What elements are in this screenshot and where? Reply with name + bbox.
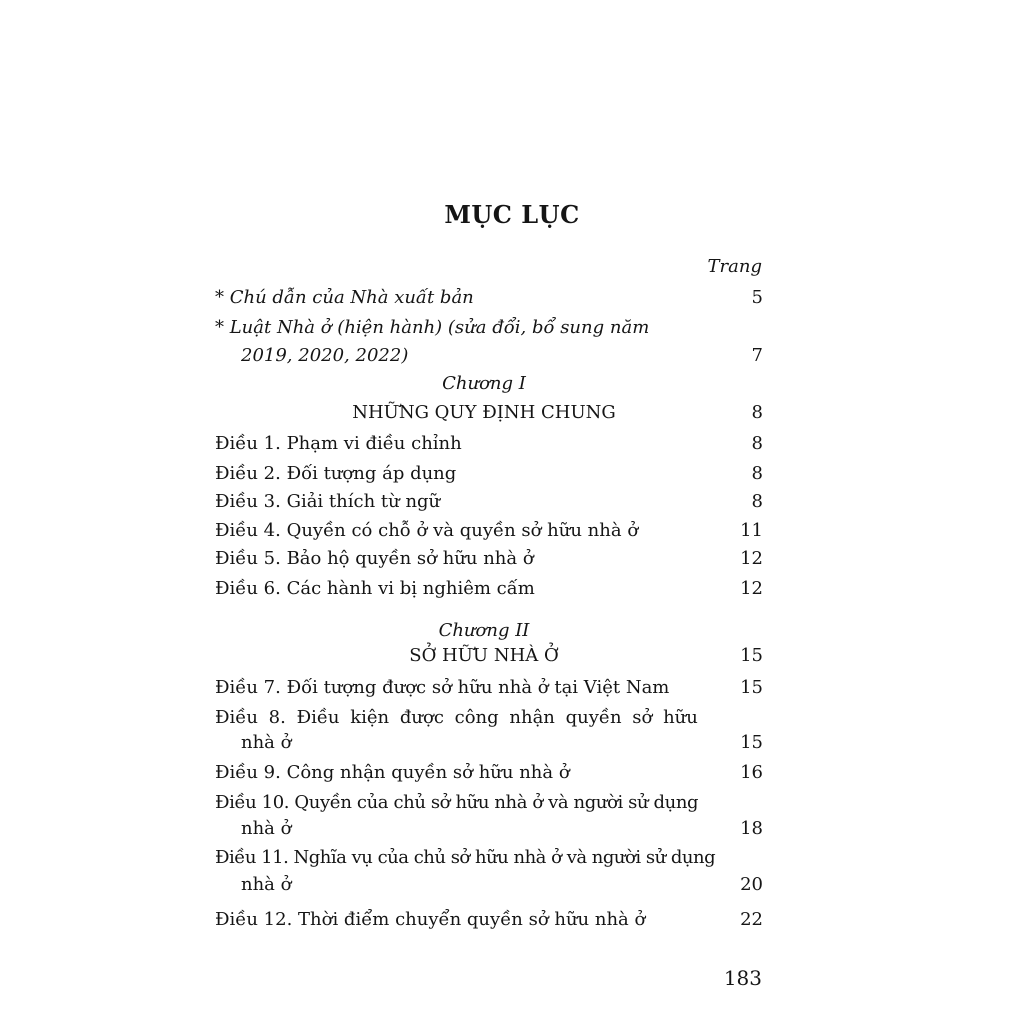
toc-entry-text: Điều 10. Quyền của chủ sở hữu nhà ở và người sử dụng — [215, 792, 699, 813]
toc-entry — [215, 845, 763, 871]
toc-entry — [215, 315, 763, 341]
toc-entry-page: 15 — [740, 732, 763, 753]
toc-entry-page: 18 — [740, 818, 763, 839]
toc-entry — [215, 705, 763, 731]
chapter-heading-text: SỞ HỮU NHÀ Ở — [409, 645, 559, 666]
toc-entry — [215, 790, 763, 816]
toc-entry-text: nhà ở — [241, 874, 292, 895]
toc-entry-page: 20 — [740, 874, 763, 895]
chapter-heading — [215, 643, 763, 669]
toc-entry — [215, 816, 763, 842]
page-column-label: Trang — [707, 256, 762, 277]
toc-entry — [215, 730, 763, 756]
toc-entry-page: 12 — [740, 548, 763, 569]
chapter-label — [215, 618, 763, 644]
page-title: MỤC LỤC — [444, 200, 580, 229]
toc-entry — [215, 546, 763, 572]
chapter-heading-text: NHỮNG QUY ĐỊNH CHUNG — [352, 402, 616, 423]
chapter-label-text: Chương II — [438, 620, 530, 641]
toc-entry-text: * Chú dẫn của Nhà xuất bản — [215, 287, 474, 308]
toc-entry-text: Điều 9. Công nhận quyền sở hữu nhà ở — [215, 762, 570, 783]
toc-entry-text: 2019, 2020, 2022) — [241, 345, 409, 366]
toc-entry — [215, 285, 763, 311]
toc-entry-page: 22 — [740, 909, 763, 930]
toc-entry-text: Điều 11. Nghĩa vụ của chủ sở hữu nhà ở và người sử dụng — [215, 847, 716, 868]
toc-entry-page: 7 — [751, 345, 763, 366]
toc-entry-page: 8 — [751, 463, 763, 484]
toc-entry — [215, 907, 763, 933]
toc-entry-page: 8 — [751, 402, 763, 423]
toc-entry-page: 11 — [740, 520, 763, 541]
toc-entry-page: 16 — [740, 762, 763, 783]
toc-entry-text: * Luật Nhà ở (hiện hành) (sửa đổi, bổ sung năm — [215, 317, 650, 338]
chapter-heading — [215, 400, 763, 426]
toc-entry — [215, 675, 763, 701]
chapter-label — [215, 371, 763, 397]
toc-entry — [215, 489, 763, 515]
toc-entry-page: 15 — [740, 677, 763, 698]
toc-entry-page: 5 — [751, 287, 763, 308]
toc-entry — [215, 576, 763, 602]
toc-entry — [215, 760, 763, 786]
toc-entry — [215, 518, 763, 544]
toc-entry-page: 12 — [740, 578, 763, 599]
toc-entry-text: Điều 7. Đối tượng được sở hữu nhà ở tại Việt Nam — [215, 677, 670, 698]
toc-entry — [215, 461, 763, 487]
toc-entry — [215, 431, 763, 457]
toc-entry-text: Điều 1. Phạm vi điều chỉnh — [215, 433, 462, 454]
toc-entry-page: 15 — [740, 645, 763, 666]
toc-entry-text: nhà ở — [241, 732, 292, 753]
page-number: 183 — [723, 966, 762, 990]
toc-entry-page: 8 — [751, 491, 763, 512]
toc-entry-text: Điều 4. Quyền có chỗ ở và quyền sở hữu nhà ở — [215, 520, 639, 541]
toc-entry — [215, 872, 763, 898]
toc-entry-text: Điều 8. Điều kiện được công nhận quyền sở hữu — [215, 707, 698, 728]
toc-entry — [215, 343, 763, 369]
toc-entry-text: Điều 3. Giải thích từ ngữ — [215, 491, 441, 512]
toc-entry-text: Điều 5. Bảo hộ quyền sở hữu nhà ở — [215, 548, 534, 569]
toc-entry-text: nhà ở — [241, 818, 292, 839]
toc-entry-text: Điều 2. Đối tượng áp dụng — [215, 463, 457, 484]
toc-entry-text: Điều 6. Các hành vi bị nghiêm cấm — [215, 578, 535, 599]
chapter-label-text: Chương I — [442, 373, 526, 394]
toc-entry-page: 8 — [751, 433, 763, 454]
toc-entry-text: Điều 12. Thời điểm chuyển quyền sở hữu nhà ở — [215, 909, 646, 930]
